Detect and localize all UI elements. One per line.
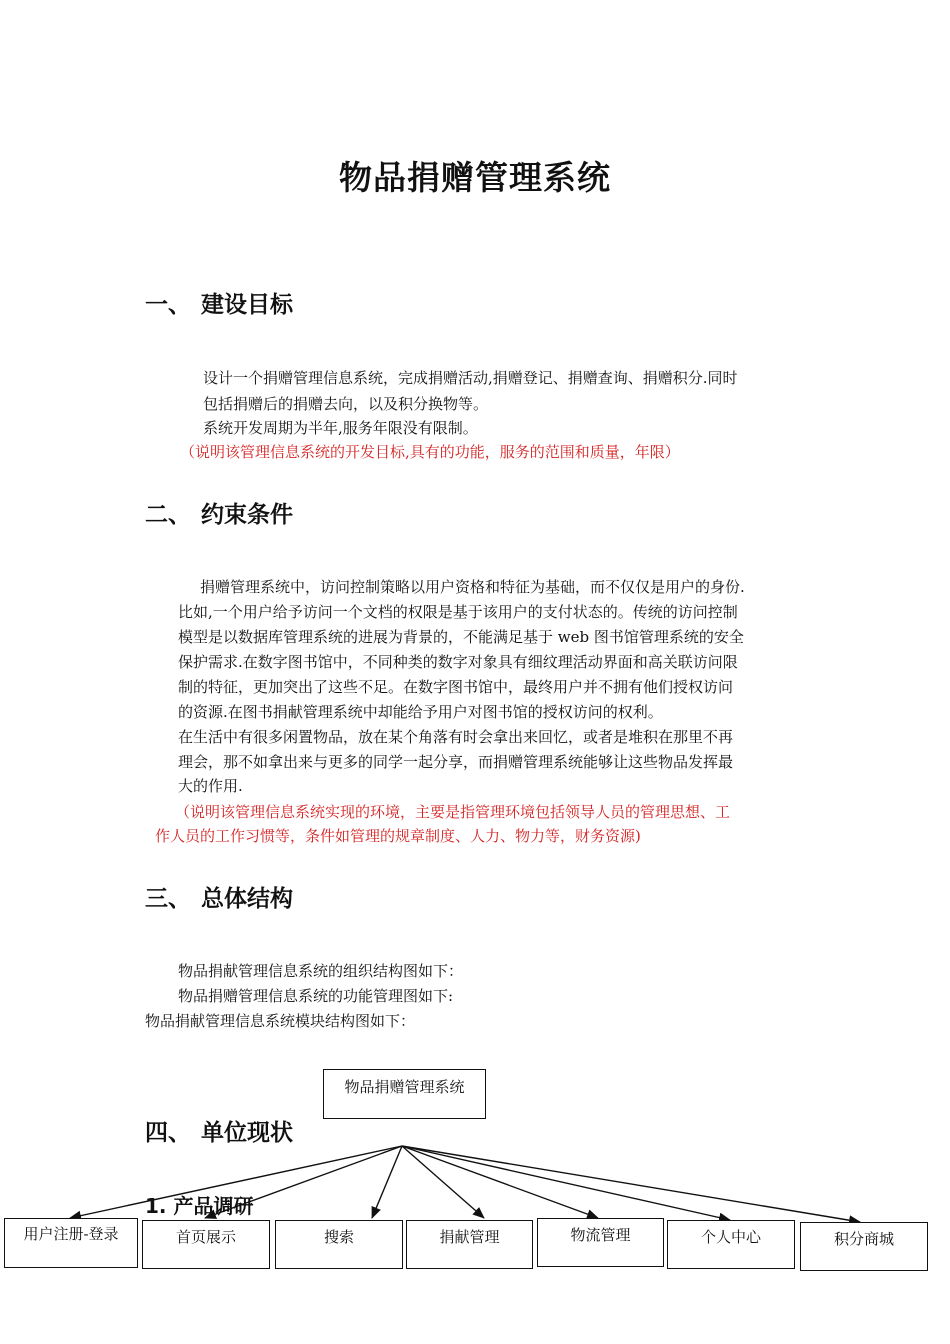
section-number: 二、 [145, 502, 191, 528]
module-box [800, 1222, 928, 1271]
arrow-to-donation-mgmt [402, 1146, 484, 1218]
paragraph-line: 大的作用. [178, 777, 243, 795]
paragraph-line: 比如,一个用户给予访问一个文档的权限是基于该用户的支付状态的。传统的访问控制 [178, 603, 738, 621]
section-title: 建设目标 [201, 292, 293, 318]
paragraph-line: 包括捐赠后的捐赠去向，以及积分换物等。 [203, 395, 489, 413]
module-label: 首页展示 [175, 1228, 236, 1246]
arrow-to-points-mall [402, 1146, 860, 1222]
paragraph-line: 的资源.在图书捐献管理系统中却能给予用户对图书馆的授权访问的权利。 [178, 703, 663, 721]
module-label: 积分商城 [833, 1230, 894, 1248]
module-label: 捐献管理 [439, 1228, 500, 1246]
module-label: 用户注册-登录 [23, 1225, 119, 1243]
module-box [275, 1220, 403, 1269]
arrow-to-personal-center [402, 1146, 730, 1220]
paragraph-line: 理会，那不如拿出来与更多的同学一起分享，而捐赠管理系统能够让这些物品发挥最 [178, 753, 734, 771]
module-box [4, 1218, 138, 1268]
paragraph-line: 物品捐献管理信息系统的组织结构图如下： [178, 962, 464, 980]
section-title: 约束条件 [201, 502, 293, 528]
paragraph-line: 在生活中有很多闲置物品，放在某个角落有时会拿出来回忆，或者是堆积在那里不再 [178, 728, 734, 746]
section-number: 一、 [145, 292, 191, 318]
paragraph-line: 设计一个捐赠管理信息系统，完成捐赠活动,捐赠登记、捐赠查询、捐赠积分.同时 [203, 369, 738, 387]
section-title: 单位现状 [201, 1120, 293, 1146]
module-box [142, 1220, 270, 1269]
subsection-heading: 1. 产品调研 [145, 1194, 254, 1218]
paragraph-line: 物品捐献管理信息系统模块结构图如下： [145, 1012, 416, 1030]
paragraph-line: 保护需求.在数字图书馆中，不同种类的数字对象具有细纹理活动界面和高关联访问限 [178, 653, 738, 671]
section-number: 四、 [145, 1120, 191, 1146]
paragraph-line: 物品捐赠管理信息系统的功能管理图如下: [178, 987, 454, 1005]
diagram-root-label: 物品捐赠管理系统 [344, 1078, 465, 1096]
paragraph-line: 制的特征，更加突出了这些不足。在数字图书馆中，最终用户并不拥有他们授权访问 [178, 678, 734, 696]
paragraph-line: 捐赠管理系统中，访问控制策略以用户资格和特征为基础，而不仅仅是用户的身份. [200, 578, 745, 596]
arrow-to-search [372, 1146, 402, 1218]
module-label: 个人中心 [700, 1228, 761, 1246]
instruction-note: （说明该管理信息系统实现的环境，主要是指管理环境包括领导人员的管理思想、工 [175, 803, 731, 821]
instruction-note: 作人员的工作习惯等，条件如管理的规章制度、人力、物力等，财务资源) [155, 827, 641, 845]
paragraph-line: 模型是以数据库管理系统的进展为背景的，不能满足基于 web 图书馆管理系统的安全 [178, 628, 744, 646]
paragraph-line: 系统开发周期为半年,服务年限没有限制。 [203, 419, 478, 437]
document-title: 物品捐赠管理系统 [339, 158, 611, 197]
arrow-to-logistics [402, 1146, 598, 1218]
instruction-note: （说明该管理信息系统的开发目标,具有的功能，服务的范围和质量，年限） [180, 443, 680, 461]
diagram-root-box [323, 1069, 486, 1119]
module-label: 搜索 [323, 1228, 354, 1246]
module-label: 物流管理 [570, 1226, 631, 1244]
section-title: 总体结构 [201, 886, 293, 912]
module-box [537, 1218, 664, 1267]
module-box [667, 1220, 795, 1269]
module-box [406, 1220, 533, 1269]
section-number: 三、 [145, 886, 191, 912]
